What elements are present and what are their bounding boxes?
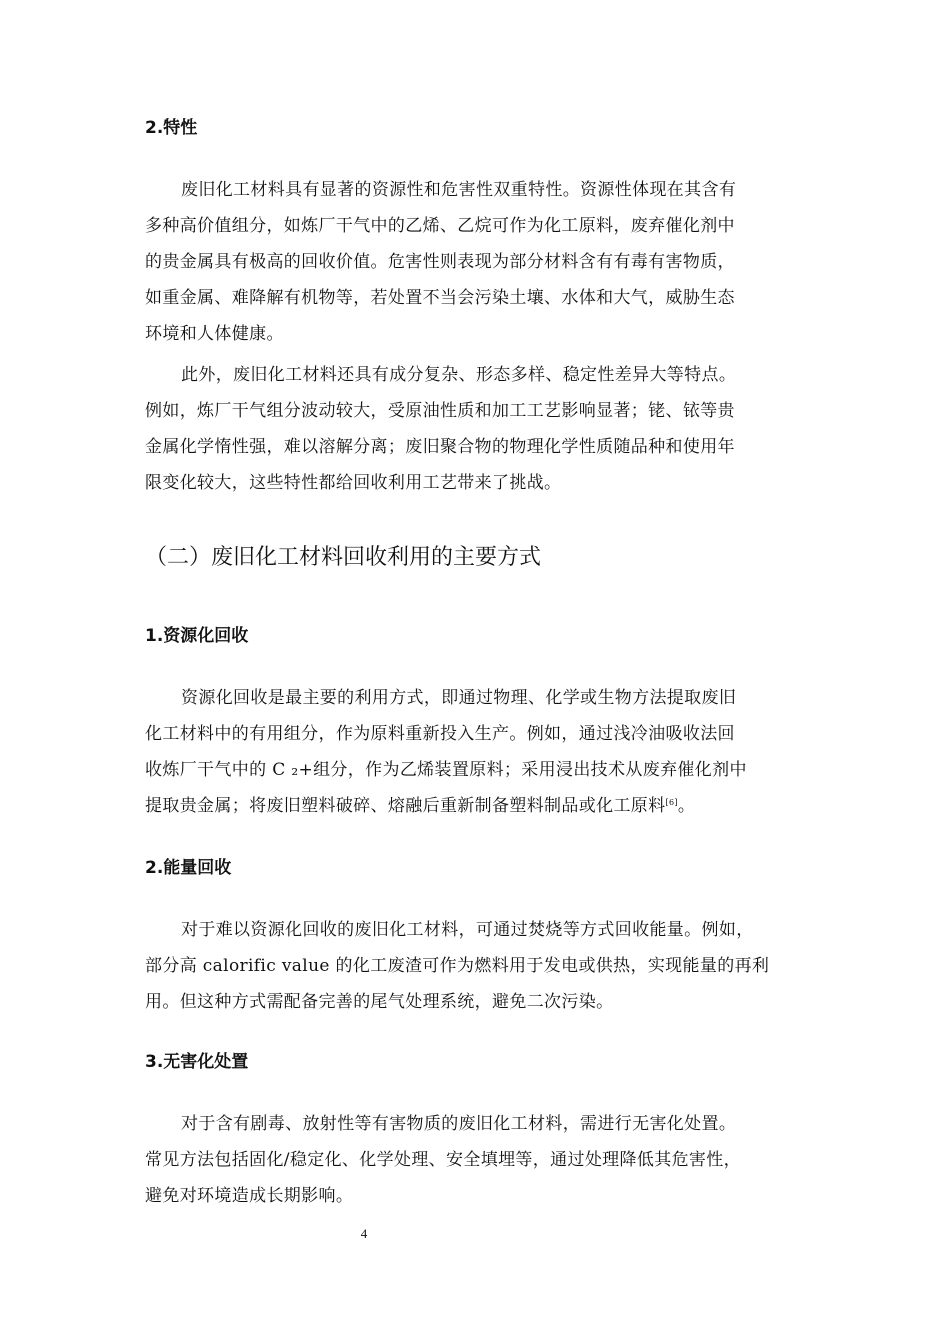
citation-ref: [6]: [665, 798, 678, 807]
paragraph-harmless-disposal: [145, 1106, 810, 1214]
text-line: 资源化回收是最主要的利用方式，即通过物理、化学或生物方法提取废旧: [181, 688, 737, 708]
text-line: 常见方法包括固化/稳定化、化学处理、安全填埋等，通过处理降低其危害性，: [145, 1150, 741, 1170]
text-line: 限变化较大，这些特性都给回收利用工艺带来了挑战。: [145, 473, 562, 493]
text-line: 如重金属、难降解有机物等，若处置不当会污染土壤、水体和大气，威胁生态: [145, 288, 735, 308]
text-line: 环境和人体健康。: [145, 324, 284, 344]
heading-resource-recovery: 1.资源化回收: [145, 626, 249, 646]
heading-energy-recovery: 2.能量回收: [145, 858, 232, 878]
paragraph-other-characteristics: [145, 357, 810, 501]
text-line: 对于难以资源化回收的废旧化工材料，可通过焚烧等方式回收能量。例如，: [181, 920, 754, 940]
text-line-tail: 。: [677, 796, 696, 816]
page-number: 4: [360, 1226, 368, 1241]
text-line: 用。但这种方式需配备完善的尾气处理系统，避免二次污染。: [145, 992, 614, 1012]
paragraph-resource-recovery: [145, 680, 810, 824]
text-line: 避免对环境造成长期影响。: [145, 1186, 354, 1206]
text-line: 例如，炼厂干气组分波动较大，受原油性质和加工工艺影响显著；铑、铱等贵: [145, 401, 735, 421]
text-line: 金属化学惰性强，难以溶解分离；废旧聚合物的物理化学性质随品种和使用年: [145, 437, 735, 457]
heading-traits: 2.特性: [145, 118, 198, 138]
text-line: 废旧化工材料具有显著的资源性和危害性双重特性。资源性体现在其含有: [181, 180, 737, 200]
text-line: [145, 788, 810, 824]
text-line: 多种高价值组分，如炼厂干气中的乙烯、乙烷可作为化工原料，废弃催化剂中: [145, 216, 735, 236]
text-line: 化工材料中的有用组分，作为原料重新投入生产。例如，通过浅冷油吸收法回: [145, 724, 735, 744]
text-line: 收炼厂干气中的 C ₂+组分，作为乙烯装置原料；采用浸出技术从废弃催化剂中: [145, 760, 747, 780]
text-line: 部分高 calorific value 的化工废渣可作为燃料用于发电或供热，实现能量的再利: [145, 956, 770, 976]
text-line: 对于含有剧毒、放射性等有害物质的废旧化工材料，需进行无害化处置。: [181, 1114, 737, 1134]
text-line: 此外，废旧化工材料还具有成分复杂、形态多样、稳定性差异大等特点。: [181, 365, 737, 385]
paragraph-energy-recovery: [145, 912, 810, 1020]
section-heading-recycling-methods: （二）废旧化工材料回收利用的主要方式: [145, 545, 542, 570]
text-line: 的贵金属具有极高的回收价值。危害性则表现为部分材料含有有毒有害物质，: [145, 252, 735, 272]
heading-harmless-disposal: 3.无害化处置: [145, 1052, 249, 1072]
text-line-body: 提取贵金属；将废旧塑料破碎、熔融后重新制备塑料制品或化工原料: [145, 796, 666, 816]
paragraph-dual-properties: [145, 172, 810, 352]
